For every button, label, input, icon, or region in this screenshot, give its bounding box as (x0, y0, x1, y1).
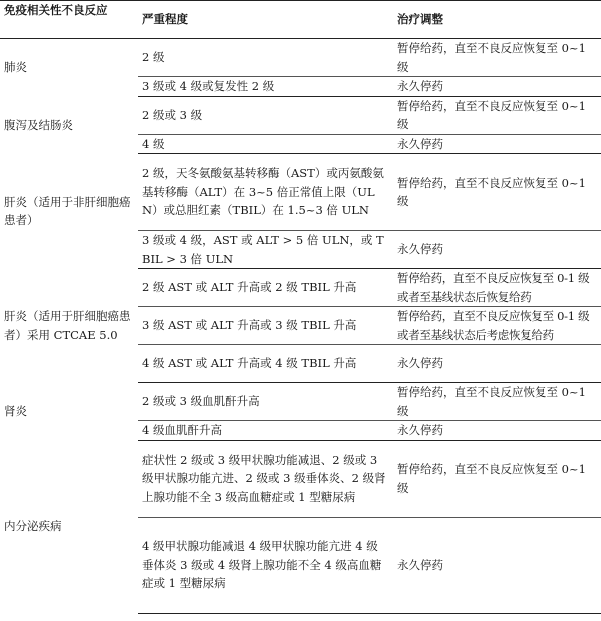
header-action: 治疗调整 (393, 1, 601, 39)
severity-cell: 2 级或 3 级血肌酐升高 (138, 383, 393, 421)
table-row (0, 96, 601, 134)
header-category: 免疫相关性不良反应 (0, 1, 138, 39)
action-cell: 暂停给药，直至不良反应恢复至 0~1 级 (393, 39, 601, 77)
severity-cell: 4 级甲状腺功能减退 4 级甲状腺功能亢进 4 级垂体炎 3 级或 4 级肾上腺功能不全 4 级高血糖症或 1 型糖尿病 (138, 517, 393, 613)
category-cell: 肾炎 (4, 404, 27, 418)
action-cell: 暂停给药，直至不良反应恢复至 0-1 级或者至基线状态后恢复给药 (393, 269, 601, 307)
action-cell: 永久停药 (393, 77, 601, 97)
action-cell: 暂停给药，直至不良反应恢复至 0~1 级 (393, 96, 601, 134)
severity-cell: 症状性 2 级或 3 级甲状腺功能减退、2 级或 3 级甲状腺功能亢进、2 级或 3 级垂体炎、2 级肾上腺功能不全 3 级高血糖症或 1 型糖尿病 (138, 440, 393, 517)
severity-cell: 4 级血肌酐升高 (138, 421, 393, 441)
header-severity: 严重程度 (138, 1, 393, 39)
severity-cell: 4 级 (138, 134, 393, 154)
action-cell: 暂停给药，直至不良反应恢复至 0-1 级或者至基线状态后考虑恢复给药 (393, 307, 601, 345)
severity-cell: 3 级 AST 或 ALT 升高或 3 级 TBIL 升高 (138, 307, 393, 345)
action-cell: 永久停药 (393, 517, 601, 613)
action-cell: 暂停给药，直至不良反应恢复至 0~1 级 (393, 154, 601, 231)
category-cell: 内分泌疾病 (4, 519, 62, 534)
action-cell: 暂停给药，直至不良反应恢复至 0~1 级 (393, 383, 601, 421)
severity-cell: 3 级或 4 级，AST 或 ALT > 5 倍 ULN，或 TBIL > 3 倍 ULN (138, 231, 393, 269)
table-row (0, 269, 601, 307)
severity-cell: 2 级，天冬氨酸氨基转移酶（AST）或丙氨酸氨基转移酶（ALT）在 3~5 倍正常值上限（ULN）或总胆红素（TBIL）在 1.5~3 倍 ULN (138, 154, 393, 231)
category-cell: 肝炎（适用于肝细胞癌患者）采用 CTCAE 5.0 (4, 309, 131, 342)
severity-cell: 3 级或 4 级或复发性 2 级 (138, 77, 393, 97)
category-cell: 肺炎 (4, 60, 27, 75)
table-row (0, 440, 601, 517)
severity-cell: 4 级 AST 或 ALT 升高或 4 级 TBIL 升高 (138, 345, 393, 383)
action-cell: 永久停药 (393, 421, 601, 441)
table-row (0, 39, 601, 77)
header-row (0, 1, 601, 39)
action-cell: 永久停药 (393, 134, 601, 154)
action-cell: 暂停给药，直至不良反应恢复至 0~1 级 (393, 440, 601, 517)
severity-cell: 2 级或 3 级 (138, 96, 393, 134)
category-cell: 肝炎（适用于非肝细胞癌患者） (4, 194, 131, 227)
severity-cell: 2 级 AST 或 ALT 升高或 2 级 TBIL 升高 (138, 269, 393, 307)
action-cell: 永久停药 (393, 231, 601, 269)
category-cell: 腹泻及结肠炎 (4, 117, 73, 132)
severity-cell: 2 级 (138, 39, 393, 77)
table-row (0, 154, 601, 231)
action-cell: 永久停药 (393, 345, 601, 383)
table-row (0, 383, 601, 421)
